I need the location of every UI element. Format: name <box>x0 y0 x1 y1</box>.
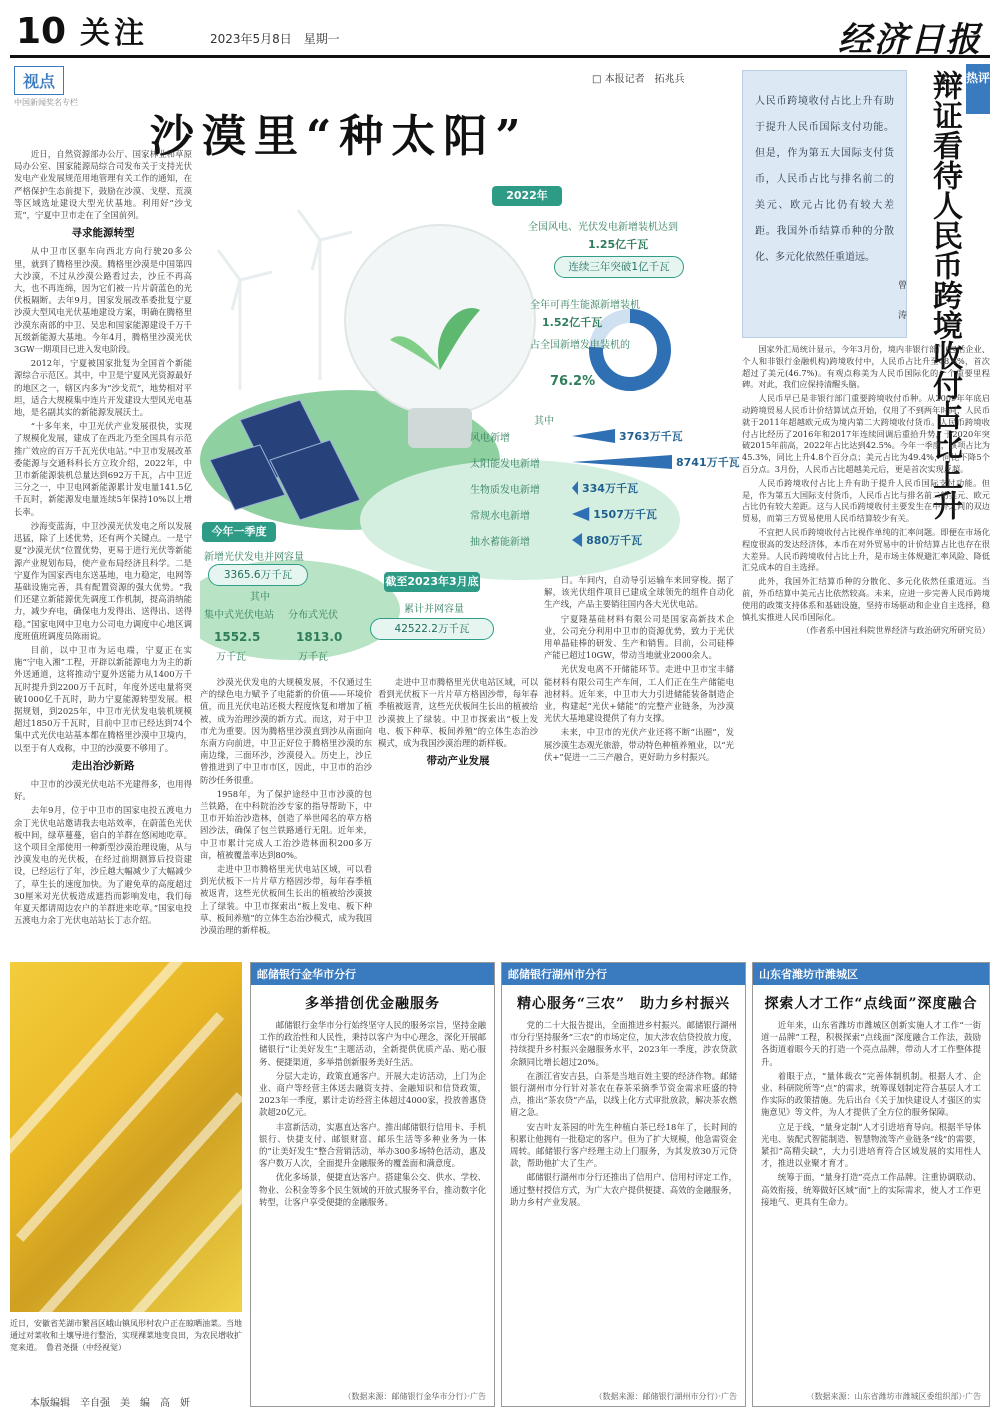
article-paragraph: 光伏发电离不开储能环节。走进中卫市宝丰储能材料有限公司生产车间，工人们正在生产储能电池材料。近年来，中卫市大力引进储能装备制造企业，构建起“光伏+储能”的完整产业链条，为沙漠光伏大基地建设提供了有力支撑。 <box>544 664 734 724</box>
section-title: 关注 <box>80 16 148 51</box>
module-head: 邮储银行湖州市分行 <box>502 963 745 985</box>
module-title: 多举措创优金融服务 <box>305 996 440 1012</box>
cumulative-label: 累计并网容量 <box>404 604 464 615</box>
module-source: （数据来源：邮储银行金华市分行）·广告 <box>343 1392 486 1401</box>
bar-label: 常规水电新增 <box>470 511 530 522</box>
light-bulb-icon <box>345 225 535 415</box>
module-paragraph: 分层大走访，政策直通客户。开展大走访活动，上门为企业、商户等经营主体送去融资支持、金融知识和信贷政策，2023年一季度，累计走访经营主体超过4000家，投放普惠贷款超20亿元。 <box>259 1070 486 1118</box>
ad-module-weifang <box>752 962 990 1407</box>
article-column-1 <box>14 148 192 953</box>
module-paragraph: 近年来，山东省潍坊市潍城区创新实施人才工作“一街道一品牌”工程，积极探索“点线面”深度融合工作法，鼓励各街道着眼今天的打造一个亮点品牌，带动人才工作整体提升。 <box>761 1020 981 1067</box>
bar-value: 880万千瓦 <box>586 534 643 547</box>
article-paragraph: 目前，以中卫市为运电端，宁夏正在实施“宁电入湘”工程，开辟以新能源电力为主的新外送通道，这将推动宁夏外送能力从1400万千瓦时提升到2200万千瓦时，年度外送电量将突破1000亿千瓦时，助力宁夏能源转型发展。根据规划，到2025年，中卫市光伏发电装机规模超过1850万千瓦时，目前中卫市已经达到74个集中式光伏电站基本都在腾格里沙漠中卫境内，以至于有人戏称，中卫的沙漠要不够用了。 <box>14 644 192 753</box>
newspaper-logo: 经济日报 <box>838 20 982 60</box>
stat1-label: 全国风电、光伏发电新增装机达到 <box>528 222 678 233</box>
commentary-body <box>742 344 990 952</box>
module-paragraph: 优化多场景，便捷直达客户。搭建集公交、供水、学校、物业、公积金等多个民生领域的开放式服务平台，推动数字化转型，让客户享受便捷的金融服务。 <box>259 1172 486 1207</box>
bar-value: 3763万千瓦 <box>619 430 683 443</box>
wind-turbine-icon <box>218 210 352 390</box>
subhead-3: 带动产业发展 <box>426 755 490 768</box>
distributed-label: 分布式光伏 <box>288 610 338 621</box>
column-tag <box>14 66 78 108</box>
article-paragraph: 宁夏隆基硅材料有限公司是国家高新技术企业，公司充分利用中卫市的资源优势，致力于光伏用单晶硅棒的研发、生产和销售。目前，公司硅棒产能已超过10GW，带动当地就业2000余人。 <box>544 613 734 661</box>
article-paragraph: 2012年，宁夏被国家批复为全国首个新能源综合示范区。其中，中卫是宁夏风光资源最好的地区之一，辖区内多为“沙戈荒”，地势相对平坦，适合大规模集中连片开发建设大型风光电基地，是名副其实的新能源发展沃土。 <box>14 358 192 418</box>
ad-module-jinhua <box>250 962 495 1407</box>
module-paragraph: 在浙江省安吉县，白茶是当地百姓主要的经济作物。邮储银行湖州市分行针对茶农在春茶采摘季节资金需求旺盛的特点，推出“茶农贷”产品，以线上化方式审批放款，解决茶农燃眉之急。 <box>510 1070 737 1118</box>
distributed-value: 1813.0 <box>296 630 343 644</box>
bar-label: 风电新增 <box>470 433 510 444</box>
commentary-author-note: （作者系中国社科院世界经济与政治研究所研究员） <box>801 625 990 636</box>
year-badge: 2022年 <box>492 186 562 206</box>
commentary-paragraph: 不宜把人民币跨境收付占比视作单纯的汇率问题。即便在市场化程度很高的发达经济体，本币在对外贸易中的计价结算占比也存在很大差异。人民币跨境收付占比上升，是市场主体规避汇率风险、降低汇兑成本的自主选择。 <box>742 526 990 573</box>
issue-date: 2023年5月8日 星期一 <box>210 32 340 46</box>
module-paragraph: 丰富新活动，实惠直达客户。推出邮储银行信用卡、手机银行、快捷支付、邮银财富、邮乐生活等多种业务为一体的“让美好发生”整合营销活动，举办300多场特色活动，惠及客户数万人次，全面提升金融服务的覆盖面和满意度。 <box>259 1121 486 1169</box>
stat1-value: 1.25亿千瓦 <box>588 238 649 251</box>
column-tag-sub: 中国新闻奖名专栏 <box>14 98 78 107</box>
article-paragraph: 中卫市的沙漠光伏电站不光建得多，也用得好。 <box>14 778 192 802</box>
among-label: 其中 <box>534 416 554 427</box>
centralized-value: 1552.5 <box>214 630 261 644</box>
commentary-paragraph: 此外，我国外汇结算币种的分散化、多元化依然任重道远。当前，外币结算中美元占比依然较高。未来，应进一步完善人民币跨境使用的政策支持体系和基础设施，坚持市场驱动和企业自主选择，稳慎扎实推进人民币国际化。 <box>742 576 990 622</box>
module-head: 邮储银行金华市分行 <box>251 963 494 985</box>
subhead-2: 走出治沙新路 <box>71 759 135 772</box>
module-head: 山东省潍坊市潍城区 <box>753 963 989 985</box>
commentary-title: 辩证看待人民币跨境收付占比上升 <box>927 70 962 520</box>
module-title: 精心服务“三农” 助力乡村振兴 <box>516 996 731 1012</box>
commentary-paragraph: 国家外汇局统计显示，今年3月份，境内非银行部门(包括企业、个人和非银行金融机构)跨境收付中，人民币占比升至48.6%，首次超过了美元(46.7%)。有观点称美为人民币国际化的一个重要里程碑。对此，我们应保持清醒头脑。 <box>742 344 990 390</box>
module-paragraph: 统筹于面，“量身打造”亮点工作品牌。注重协调联动、高效衔接，统筹做好区域“面”上的实际需求，使人才工作更接地气、更具有生命力。 <box>761 1172 981 1207</box>
bar-label: 抽水蓄能新增 <box>470 537 530 548</box>
photo-rapeseed-field <box>10 962 242 1312</box>
article-paragraph: 沙海变蓝海，中卫沙漠光伏发电之所以发展迅猛，除了上述优势，还有两个关键点。一是宁夏“沙漠光伏”位置优势，更易于进行光伏等新能源产业规划布局，使产业布局经济且科学。二是宁夏作为国家西电东送基地，电力稳定，电网等基础设施完善，具有配置资源的强大优势。“我们还建立新能源优先调度工作机制，提高消纳能力，减少弃电，确保电力发得出、送得出、送得稳。”国家电网中卫电力公司电力调度中心地区调度班值班调度员陈雨说。 <box>14 520 192 641</box>
ad-module-huzhou <box>501 962 746 1407</box>
bar-mark <box>572 429 615 443</box>
page-editors: 本版编辑 辛自强 美 编 高 妍 <box>30 1398 190 1409</box>
q1-value: 3365.6万千瓦 <box>208 564 308 586</box>
module-source: （数据来源：山东省潍坊市潍城区委组织部）·广告 <box>806 1392 981 1401</box>
bar-label: 太阳能发电新增 <box>470 459 540 470</box>
bar-label: 生物质发电新增 <box>470 485 540 496</box>
module-source: （数据来源：邮储银行湖州市分行）·广告 <box>594 1392 737 1401</box>
cumulative-badge: 截至2023年3月底 <box>384 572 480 592</box>
commentary-author: 曾 涛 <box>896 280 906 325</box>
article-column-3 <box>378 676 538 953</box>
headline: 沙漠里“种太阳” <box>150 111 529 162</box>
module-paragraph: 党的二十大报告提出，全面推进乡村振兴。邮储银行湖州市分行坚持服务“三农”的市场定位，加大涉农信贷投放力度，持续提升乡村振兴金融服务水平，2023年一季度，涉农贷款余额同比增长超过20%。 <box>510 1020 737 1067</box>
unit-label: 万千瓦 <box>216 652 246 663</box>
photo-caption: 近日，安徽省芜湖市繁昌区峨山镇凤形村农户正在晾晒油菜。当地通过对菜收和土壤导进行整治，实现裸菜地变良田，为农民增收扩宽来道。 鲁君尧摄（中经视觉） <box>10 1319 242 1352</box>
centralized-label: 集中式光伏电站 <box>204 610 274 621</box>
page-number: 10 <box>16 11 67 52</box>
article-paragraph: “十多年来，中卫光伏产业发展很快，实现了规模化发展，建成了在西北乃至全国具有示范推广效应的百万千瓦光伏电站。”中卫市发展改革委能源与交通科科长方立玫介绍，2022年，中卫市新能源装机总量达到692万千瓦，占中卫近三分之一，中卫电网新能源累计发电量141.5亿千瓦时，新能源发电量连续5年保持10%以上增长率。 <box>14 421 192 517</box>
article-paragraph: 沙漠光伏发电的大规模发展，不仅通过生产的绿色电力赋予了电能新的价值——环境价值，而且光伏电站还极大程度恢复和增加了植被，成为治理沙漠的新方式。而这，对于中卫市尤为重要。因为腾格里沙漠直到沙从南面向东南方向前进，中卫正好位于腾格里沙漠的东南边缘，三面环沙，沙漠侵入。历史上，沙丘曾推进到了中卫市市区，因此，中卫市的治沙防沙任务很重。 <box>200 677 372 785</box>
stat3-value: 76.2% <box>550 374 596 389</box>
stat2-label: 全年可再生能源新增装机 <box>530 300 640 311</box>
module-paragraph: 着眼于点，“量体裁衣”完善体制机制。根据人才、企业、科研院所等“点”的需求，统筹谋划制定符合基层人才工作实际的政策措施。先后出台《关于加快建设人才强区的实施意见》等文件，为人才提供了全方位的服务保障。 <box>761 1070 981 1118</box>
article-paragraph: 日。车间内，自动导引运输车来回穿梭。据了解，该光伏组件项目已建成全球领先的组件自动化生产线，产品主要销往国内各大光伏电站。 <box>544 575 734 610</box>
commentary-paragraph: 人民币跨境收付占比上升有助于提升人民币国际支付功能。但是，作为第五大国际支付货币，人民币占比与排名前二的美元、欧元占比仍有较大差距。这与人民币跨境收付主要发生在中外之间的双边贸易，而第三方贸易使用人民币结算较少有关。 <box>742 477 990 524</box>
bar-value: 1507万千瓦 <box>593 508 657 521</box>
q1-badge: 今年一季度 <box>202 522 276 542</box>
bulb-base <box>408 408 472 448</box>
q1-among: 其中 <box>250 592 270 603</box>
byline: □ 本报记者 拓兆兵 <box>592 74 685 85</box>
article-paragraph: 走进中卫市腾格里光伏电站区域，可以看到光伏板下一片片草方格固沙带，每年春季植被返青，这些光伏板间生长出的植被给沙漠披上了绿装。中卫市探索出“板上发电、板下种草、板间养殖”的立体生态治沙模式，成为我国沙漠治理的新样板。 <box>200 864 372 936</box>
article-paragraph: 1958年，为了保护途经中卫市沙漠的包兰铁路，在中科院治沙专家的指导帮助下，中卫市开始治沙造林，创造了举世闻名的草方格固沙法，确保了包兰铁路通行无阻。近年来，中卫市累计完成人工治沙造林面积200多万亩，植被覆盖率达到80%。 <box>200 788 372 860</box>
commentary-quote: 人民币跨境收付占比上升有助于提升人民币国际支付功能。但是，作为第五大国际支付货币，人民币占比与排名前二的美元、欧元占比仍有较大差距。我国外币结算币种的分散化、多元化依然任重道远。 <box>742 70 907 338</box>
commentary-tag: 热评 <box>966 64 990 114</box>
bar-value: 334万千瓦 <box>582 482 638 495</box>
bar-value: 8741万千瓦 <box>676 456 740 469</box>
article-column-2 <box>200 676 372 953</box>
article-column-4 <box>544 574 734 953</box>
module-title: 探索人才工作“点线面”深度融合 <box>764 996 978 1012</box>
unit-label: 万千瓦 <box>298 652 328 663</box>
module-paragraph: 邮储银行金华市分行始终坚守人民的服务宗旨，坚持金融工作的政治性和人民性，秉持以客户为中心理念，深化开展邮储银行“让美好发生”主题活动，全新提供优质产品、贴心服务、便捷渠道，多举措创新服务美好生活。 <box>259 1020 486 1067</box>
article-paragraph: 从中卫市区驱车向西北方向行驶20多公里，就到了腾格里沙漠。腾格里沙漠是中国第四大沙漠，不过从沙漠公路看过去，沙丘不再高大，也不再连绵，因为它们被一片片蔚蓝色的光伏板隔断。去年9月，国家发展改革委批复宁夏沙漠大型风电光伏基地建设方案，明确在腾格里沙漠东南部的中卫、吴忠和国家能源建设千万千瓦级新能源大基地。今年4月，腾格里沙漠光伏3GW一期项目已进入发电阶段。 <box>14 246 192 355</box>
module-paragraph: 立足于线，“量身定制”人才引进培育导向。根据半导体光电、装配式智能制造、智慧物流等产业链条“线”的需要，紧扣“高精尖缺”，大力引进培育符合区域发展的实用性人才，推进以业聚才育才。 <box>761 1121 981 1169</box>
stat2-value: 1.52亿千瓦 <box>542 316 603 329</box>
article-paragraph: 去年9月，位于中卫市的国家电投五渡电力余丁光伏电站邀请我去电站效率，在蔚蓝色光伏板中间，绿草蔓蔓，宿白的羊群在悠闲地吃草。这个项目全部使用一种新型沙漠治理设施，从与沙漠发电的光伏板，在经过前期测算后投资建设，已经运行了年，沙丘越大幅减少了大幅减少了，草生长的速度加快。为了避免草的高度超过30厘米对光伏板造成遮挡而影响发电，我们每年夏天都请周边农户的羊群进来吃草。”国家电投五渡电力余丁光伏电站站长丁志介绍。 <box>14 805 192 926</box>
stat3-label: 占全国新增发电装机的 <box>530 340 630 351</box>
module-paragraph: 邮储银行湖州市分行还推出了信用户、信用村评定工作，通过整村授信方式，为广大农户提供便捷、高效的金融服务，助力乡村产业发展。 <box>510 1172 737 1207</box>
column-tag-main: 视点 <box>14 66 64 95</box>
q1-label: 新增光伏发电并网容量 <box>204 552 304 563</box>
stat1-note: 连续三年突破1亿千瓦 <box>554 256 684 278</box>
article-paragraph: 走进中卫市腾格里光伏电站区域，可以看到光伏板下一片片草方格固沙带，每年春季植被返青，这些光伏板间生长出的植被给沙漠披上了绿装。中卫市探索出“板上发电、板下种草、板间养殖”的立体生态治沙模式，成为我国沙漠治理的新样板。 <box>378 677 538 749</box>
cumulative-value: 42522.2万千瓦 <box>370 618 494 640</box>
subhead-1: 寻求能源转型 <box>71 227 135 240</box>
commentary-paragraph: 人民币早已是非银行部门重要跨境收付币种。从2009年年底启动跨境贸易人民币计价结算试点开始，仅用了不到两年时间，人民币就于2011年超越欧元成为境内第二大跨境收付货币。人民币跨境收付占比经历了2016年和2017年连续回调后重拾升势，于2020年突破2015年前高，2022年占比达到42.5%。今年一季度，该项占比为45.3%，同比上升4.8个百分点；美元占比为49.4%，同比下降5个百分点。3月份，人民币占比超越美元后，更是首次实现反超。 <box>742 393 990 474</box>
masthead <box>10 10 990 58</box>
article-paragraph: 未来，中卫市的光伏产业还将不断“出圈”，发展沙漠生态观光旅游，带动特色种植养殖业，以“光伏+”促进一二三产融合，更好助力乡村振兴。 <box>544 727 734 762</box>
module-paragraph: 安吉叶友茶园的叶先生种植白茶已经18年了，长时间的积累让他拥有一批稳定的客户。但为了扩大规模，他急需资金周转。邮储银行客户经理主动上门服务，为其发放30万元贷款，帮助他扩大了生产。 <box>510 1121 737 1169</box>
article-paragraph: 近日，自然资源部办公厅、国家林业和草原局办公室、国家能源局综合司发布关于支持光伏发电产业发展规范用地管理有关工作的通知，在严格保护生态前提下，鼓励在沙漠、戈壁、荒漠等区域选址建设大型光伏基地。利用好“沙戈荒”，宁夏中卫市走在了全国前列。 <box>14 149 192 221</box>
